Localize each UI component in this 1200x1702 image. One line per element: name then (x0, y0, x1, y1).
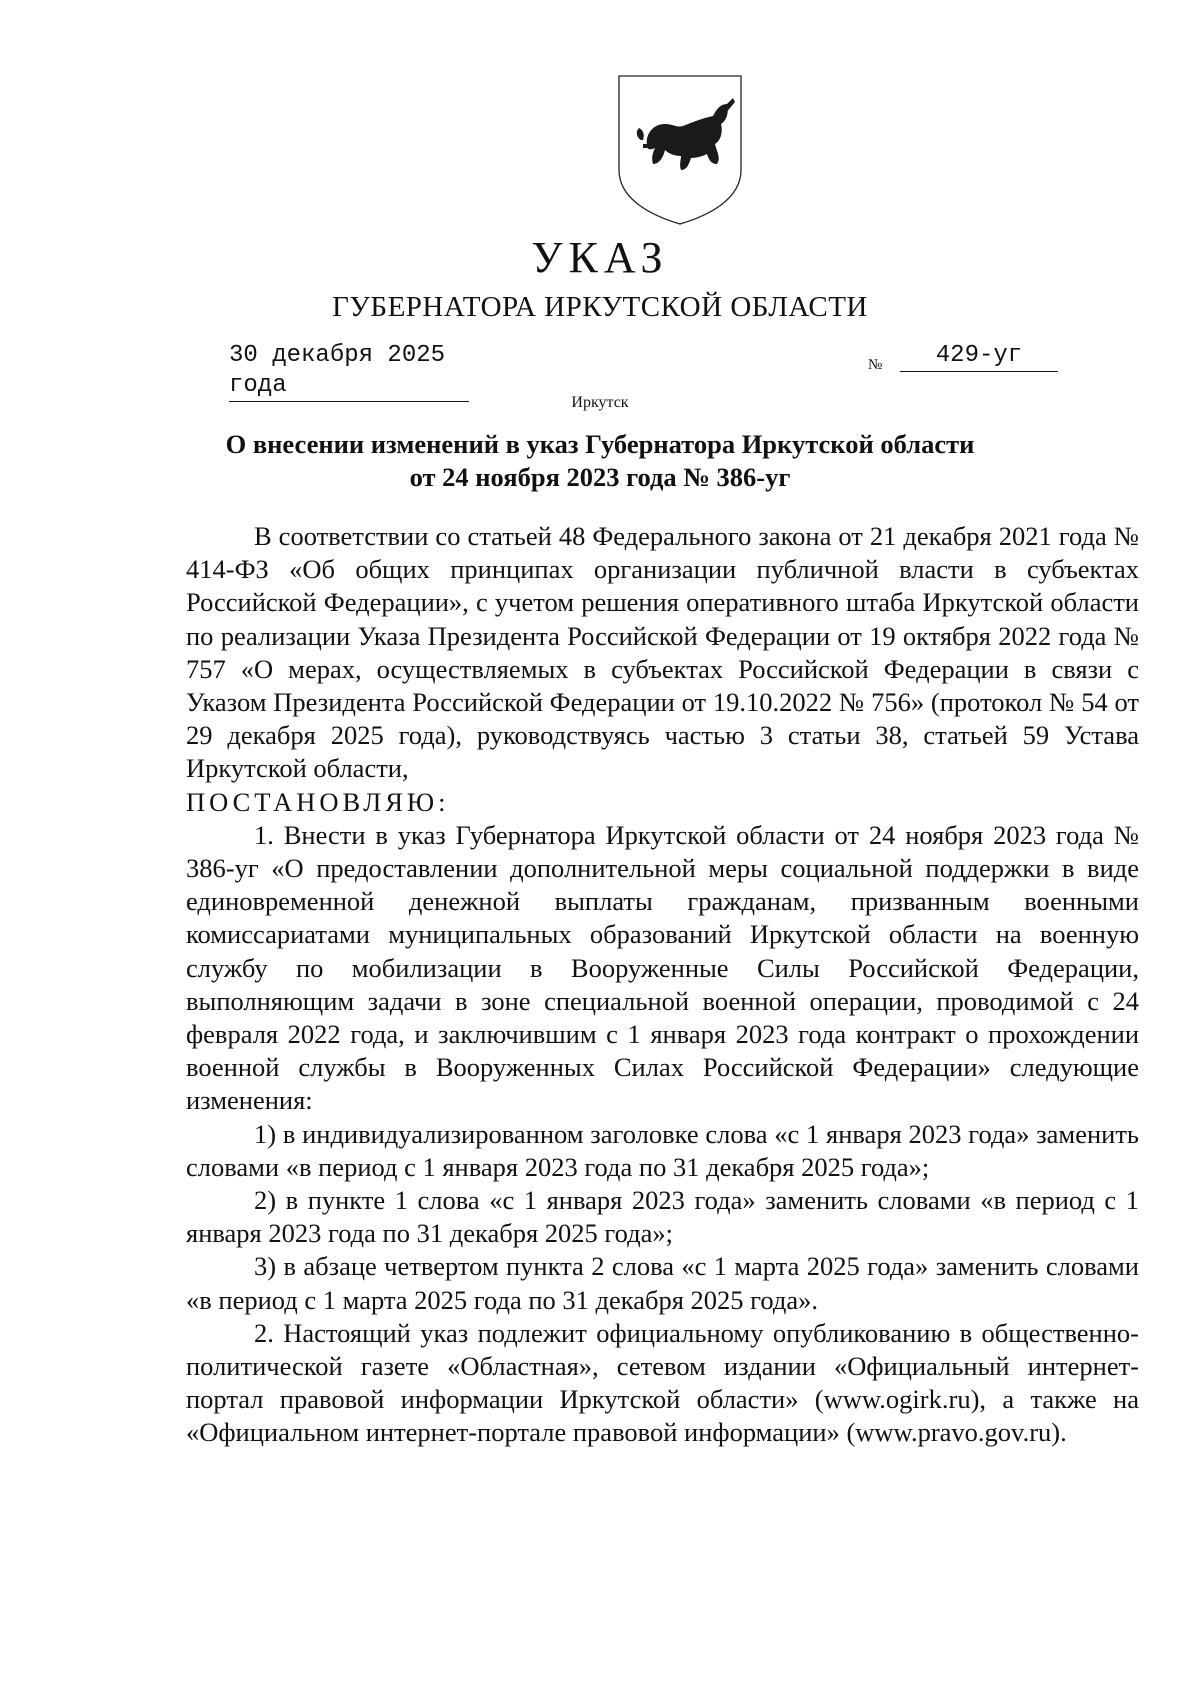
document-heading (0, 428, 1200, 494)
number-sign: № (868, 357, 883, 373)
heading-line-1: О внесении изменений в указ Губернатора Иркутской области (225, 429, 975, 459)
item-1-1-paragraph: 1) в индивидуализированном заголовке слова «с 1 января 2023 года» заменить словами «в период с 1 января 2023 года по 31 декабря 2025 года»; (186, 1118, 1139, 1182)
item-1-3-paragraph: 3) в абзаце четвертом пункта 2 слова «с 1 марта 2025 года» заменить словами «в период с 1 марта 2025 года по 31 декабря 2025 года». (186, 1251, 1139, 1315)
irkutsk-babr-emblem-icon (617, 74, 743, 226)
item-2-paragraph: 2. Настоящий указ подлежит официальному опубликованию в общественно-политической газете «Областная», сетевом издании «Официальный интернет-портал правовой информации Иркутской области» (www.ogirk.ru), а также на «Официальном интернет-портале правовой информации» (www.pravo.gov.ru). (186, 1317, 1139, 1448)
document-title: УКАЗ (531, 233, 669, 282)
item-1-2-paragraph: 2) в пункте 1 слова «с 1 января 2023 года» заменить словами «в период с 1 января 2023 года по 31 декабря 2025 года»; (186, 1185, 1139, 1249)
preamble-paragraph: В соответствии со статьей 48 Федерального закона от 21 декабря 2021 года № 414-ФЗ «Об общих принципах организации публичной власти в субъектах Российской Федерации», с учетом решения оперативного штаба Иркутской области по реализации Указа Президента Российской Федерации от 19 октября 2022 года № 757 «О мерах, осуществляемых в субъектах Российской Федерации в связи с Указом Президента Российской Федерации от 19.10.2022 № 756» (протокол № 54 от 29 декабря 2025 года), руководствуясь частью 3 статьи 38, статьей 59 Устава Иркутской области, (186, 521, 1139, 784)
document-subtitle: ГУБЕРНАТОРА ИРКУТСКОЙ ОБЛАСТИ (332, 291, 868, 323)
document-city: Иркутск (571, 394, 629, 411)
document-date: 30 декабря 2025 года (229, 341, 469, 402)
heading-line-2: от 24 ноября 2023 года № 386-уг (409, 462, 791, 492)
decree-word: ПОСТАНОВЛЯЮ: (186, 786, 450, 817)
item-1-paragraph: 1. Внести в указ Губернатора Иркутской области от 24 ноября 2023 года № 386-уг «О предоставлении дополнительной меры социальной поддержки в виде единовременной денежной выплаты гражданам, призванным военными комиссариатами муниципальных образований Иркутской области на военную службу по мобилизации в Вооруженные Силы Российской Федерации, выполняющим задачи в зоне специальной военной операции, проводимой с 24 февраля 2022 года, и заключившим с 1 января 2023 года контракт о прохождении военной службы в Вооруженных Силах Российской Федерации» следующие изменения: (186, 819, 1139, 1116)
document-body (186, 520, 1139, 1450)
document-number: 429-уг (900, 341, 1058, 372)
